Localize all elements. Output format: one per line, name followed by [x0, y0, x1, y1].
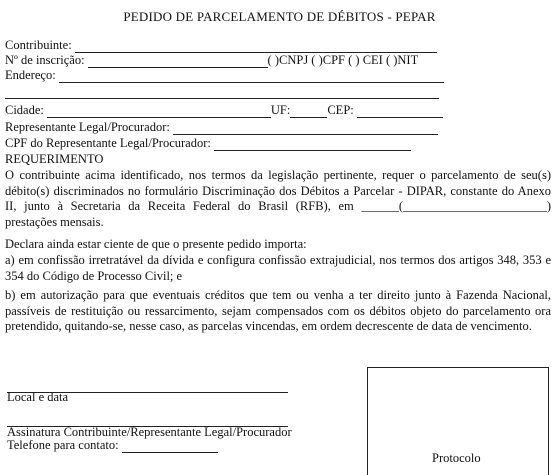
assinatura-label: Assinatura Contribuinte/Representante Legal/Procurador	[7, 425, 292, 439]
cpf-representante-row	[5, 136, 411, 151]
endereco-field[interactable]	[59, 70, 444, 83]
representante-row	[5, 120, 438, 135]
cidade-field[interactable]	[47, 105, 271, 118]
requerimento-heading: REQUERIMENTO	[5, 152, 104, 166]
item-b: b) em autorização para que eventuais créditos que tem ou venha a ter direito junto à Fazenda Nacional, passíveis de restituição ou ressarcimento, sejam compensados com os débitos objeto do parcelamento ora pretendido, quitando-se, nesse caso, as parcelas vincendas, em ordem decrescente de data de vencimento.	[5, 288, 551, 334]
contribuinte-label: Contribuinte:	[5, 38, 72, 52]
inscricao-row	[5, 53, 418, 68]
representante-field[interactable]	[173, 122, 438, 135]
cidade-label: Cidade:	[5, 103, 44, 117]
contribuinte-row	[5, 38, 437, 53]
item-a: a) em confissão irretratável da dívida e configura confissão extrajudicial, nos termos dos artigos 348, 353 e 354 do Código de Processo Civil; e	[5, 253, 551, 283]
endereco-extra-line[interactable]	[5, 98, 439, 99]
telefone-field[interactable]	[122, 440, 218, 453]
endereco-row	[5, 68, 444, 83]
form-title: PEDIDO DE PARCELAMENTO DE DÉBITOS - PEPAR	[123, 9, 436, 24]
cep-label: CEP:	[327, 103, 354, 117]
requerimento-paragraph: O contribuinte acima identificado, nos termos da legislação pertinente, requer o parcelamento de seu(s) débito(s) discriminados no formulário Discriminação dos Débitos a Parcelar - DIPAR, constante do Anexo II, junto à Secretaria da Receita Federal do Brasil (RFB), em ______(_______________________) prestações mensais.	[5, 168, 551, 229]
contribuinte-field[interactable]	[75, 40, 437, 53]
cpf-representante-field[interactable]	[214, 138, 411, 151]
cep-field[interactable]	[357, 105, 443, 118]
telefone-row	[7, 438, 218, 453]
declara-text: Declara ainda estar ciente de que o presente pedido importa:	[5, 237, 307, 251]
inscricao-label: Nº de inscrição:	[5, 53, 85, 67]
cidade-row	[5, 103, 443, 118]
endereco-label: Endereço:	[5, 68, 56, 82]
representante-label: Representante Legal/Procurador:	[5, 120, 170, 134]
protocolo-label: Protocolo	[432, 451, 481, 465]
uf-label: UF:	[270, 103, 291, 117]
telefone-label: Telefone para contato:	[7, 438, 119, 452]
doc-type-options[interactable]: ( )CNPJ ( )CPF ( ) CEI ( )NIT	[267, 53, 419, 67]
inscricao-field[interactable]	[88, 55, 268, 68]
cpf-representante-label: CPF do Representante Legal/Procurador:	[5, 136, 211, 150]
local-data-label: Local e data	[7, 390, 69, 404]
uf-field[interactable]	[290, 105, 327, 118]
